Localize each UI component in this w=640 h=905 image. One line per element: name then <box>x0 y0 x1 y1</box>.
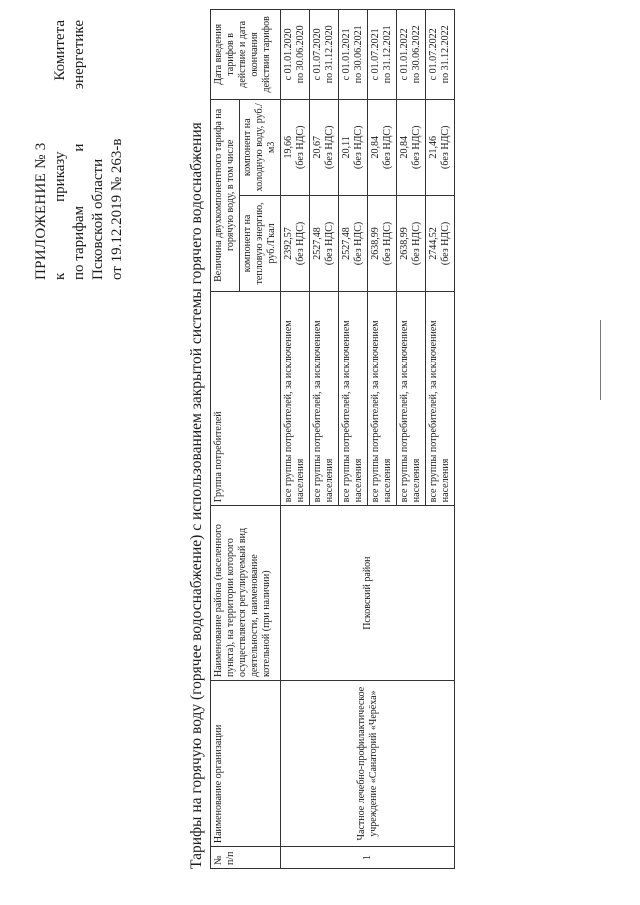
appendix-word: к <box>52 272 68 280</box>
vat-note: (без НДС) <box>382 125 393 169</box>
date-cell <box>426 10 455 100</box>
vat-note: (без НДС) <box>440 125 451 169</box>
appendix-title: ПРИЛОЖЕНИЕ № 3 <box>33 142 49 280</box>
header-group: Группа потребителей <box>211 292 281 506</box>
header-area: Наименование района (населенного пункта), на территории которого осуществляется регулируемый вид деятельности, наименование котельной (при наличии) <box>211 506 281 681</box>
vat-note: (без НДС) <box>353 221 364 266</box>
appendix-line-2 <box>70 20 89 280</box>
vat-note: (без НДС) <box>411 125 422 169</box>
date-from: с 01.07.2021 <box>370 28 381 81</box>
appendix-word: Комитета <box>52 20 68 81</box>
date-to: по 31.12.2020 <box>324 25 335 84</box>
group-cell: все группы потребителей, за исключением населения <box>426 292 455 506</box>
date-from: с 01.01.2022 <box>399 28 410 81</box>
vat-note: (без НДС) <box>324 221 335 266</box>
date-cell <box>397 10 426 100</box>
vat-note: (без НДС) <box>324 125 335 169</box>
cold-value: 20,84 <box>399 136 410 159</box>
appendix-word: по тарифам <box>71 205 87 280</box>
org-number: 1 <box>281 847 455 869</box>
heat-cell <box>281 195 310 291</box>
cold-cell <box>310 99 339 195</box>
date-from: с 01.07.2020 <box>312 28 323 81</box>
heat-value: 2638,99 <box>399 227 410 260</box>
date-to: по 30.06.2021 <box>353 25 364 84</box>
cold-value: 21,46 <box>428 136 439 159</box>
table-row <box>281 10 310 869</box>
date-from: с 01.01.2020 <box>283 28 294 81</box>
cold-value: 19,66 <box>283 136 294 159</box>
header-num: № п/п <box>211 847 281 869</box>
header-heat: компонент на тепловую энергию, руб./Гкал <box>240 195 281 291</box>
vat-note: (без НДС) <box>295 125 306 169</box>
heat-value: 2638,99 <box>370 227 381 260</box>
appendix-block <box>32 20 127 280</box>
vat-note: (без НДС) <box>411 221 422 266</box>
group-cell: все группы потребителей, за исключением населения <box>397 292 426 506</box>
org-area: Псковский район <box>281 506 455 681</box>
date-cell <box>310 10 339 100</box>
heat-cell <box>397 195 426 291</box>
appendix-word: энергетике <box>71 20 87 90</box>
appendix-line-1 <box>51 20 70 280</box>
cold-cell <box>368 99 397 195</box>
divider-line <box>600 320 601 400</box>
cold-value: 20,11 <box>341 136 352 159</box>
header-row <box>211 10 240 869</box>
vat-note: (без НДС) <box>440 221 451 266</box>
cold-cell <box>281 99 310 195</box>
appendix-line-3: Псковской области <box>90 158 106 280</box>
cold-cell <box>339 99 368 195</box>
heat-cell <box>368 195 397 291</box>
header-tariff: Величина двухкомпонентного тарифа на горячую воду, в том числе <box>211 99 240 291</box>
date-to: по 31.12.2021 <box>382 25 393 84</box>
heat-value: 2744,52 <box>428 227 439 260</box>
header-org: Наименование организации <box>211 681 281 847</box>
appendix-line-4: от 19.12.2019 № 263-в <box>109 138 125 280</box>
date-to: по 30.06.2022 <box>411 25 422 84</box>
vat-note: (без НДС) <box>353 125 364 169</box>
date-to: по 30.06.2020 <box>295 25 306 84</box>
org-name: Частное лечебно-профилактическое учреждение «Санаторий «Черёха» <box>281 681 455 847</box>
group-cell: все группы потребителей, за исключением населения <box>281 292 310 506</box>
date-from: с 01.01.2021 <box>341 28 352 81</box>
heat-value: 2527,48 <box>341 227 352 260</box>
group-cell: все группы потребителей, за исключением населения <box>310 292 339 506</box>
date-cell <box>339 10 368 100</box>
date-cell <box>281 10 310 100</box>
heat-cell <box>310 195 339 291</box>
header-dates: Дата введения тарифов в действие и дата окончания действия тарифов <box>211 10 281 100</box>
heat-cell <box>426 195 455 291</box>
heat-cell <box>339 195 368 291</box>
tariff-table <box>210 9 455 869</box>
vat-note: (без НДС) <box>295 221 306 266</box>
vat-note: (без НДС) <box>382 221 393 266</box>
heat-value: 2392,57 <box>283 227 294 260</box>
date-from: с 01.07.2022 <box>428 28 439 81</box>
header-cold: компонент на холодную воду, руб./м3 <box>240 99 281 195</box>
cold-cell <box>426 99 455 195</box>
cold-value: 20,67 <box>312 136 323 159</box>
appendix-word: приказу <box>52 151 68 202</box>
date-cell <box>368 10 397 100</box>
group-cell: все группы потребителей, за исключением населения <box>339 292 368 506</box>
document-title: Тарифы на горячую воду (горячее водоснабжение) с использованием закрытой системы горячего водоснабжения <box>188 122 205 869</box>
group-cell: все группы потребителей, за исключением населения <box>368 292 397 506</box>
date-to: по 31.12.2022 <box>440 25 451 84</box>
cold-cell <box>397 99 426 195</box>
heat-value: 2527,48 <box>312 227 323 260</box>
cold-value: 20,84 <box>370 136 381 159</box>
appendix-word: и <box>71 143 87 152</box>
